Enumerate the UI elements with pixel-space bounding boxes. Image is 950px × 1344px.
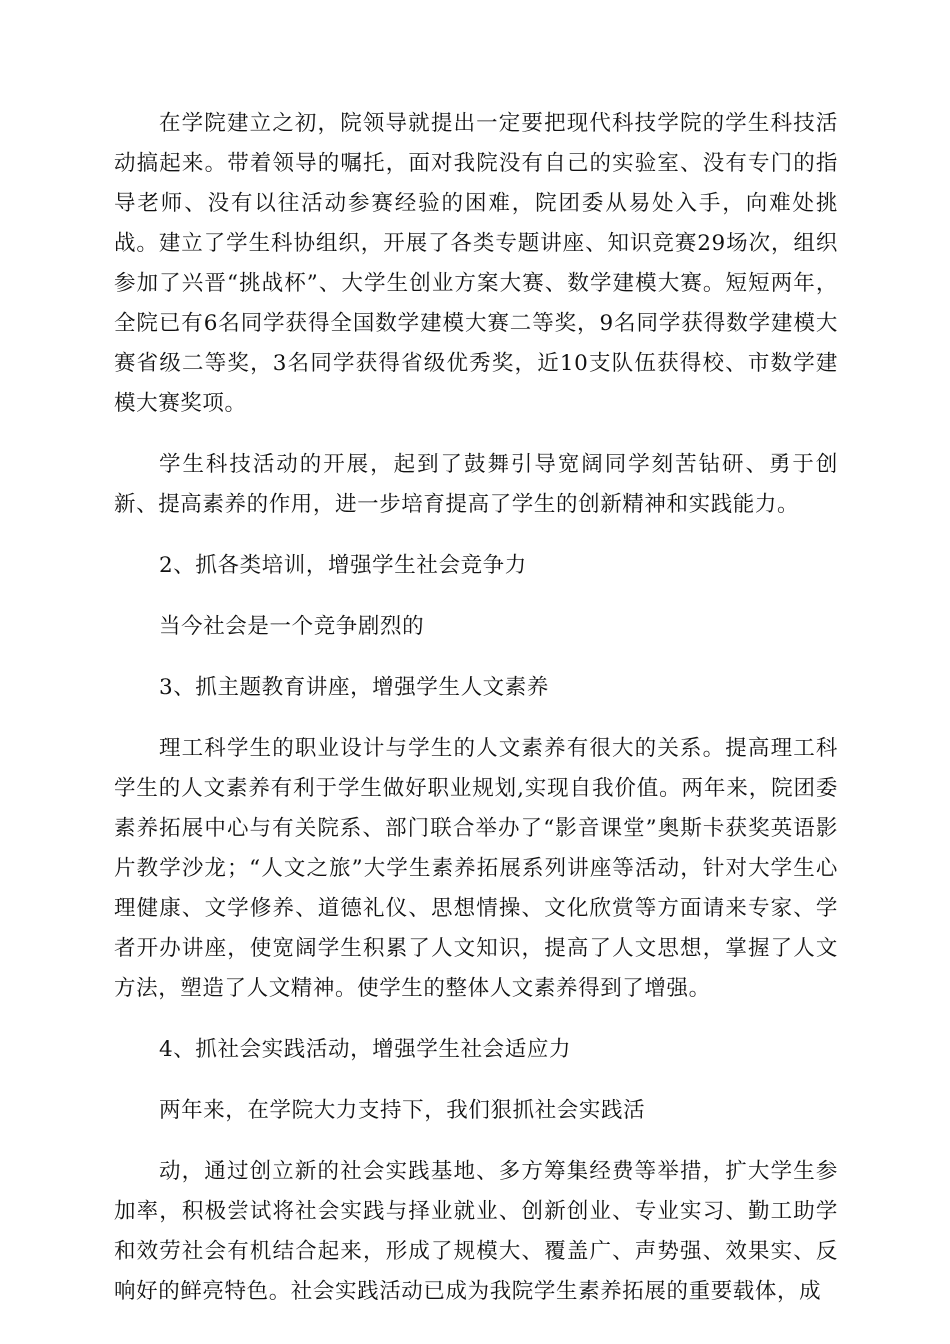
heading-training: 2、抓各类培训，增强学生社会竞争力 — [159, 553, 527, 578]
heading-lectures: 3、抓主题教育讲座，增强学生人文素养 — [159, 675, 549, 700]
paragraph-competition: 当今社会是一个竞争剧烈的 — [159, 614, 425, 639]
paragraph-science-effect: 学生科技活动的开展，起到了鼓舞引导宽阔同学刻苦钻研、勇于创新、提高素养的作用，进一步培育提高了学生的创新精神和实践能力。 — [114, 452, 838, 517]
paragraph-practice-detail: 动，通过创立新的社会实践基地、多方筹集经费等举措，扩大学生参加率，积极尝试将社会实践与择业就业、创新创业、专业实习、勤工助学和效劳社会有机结合起来，形成了规模大、覆盖广、声势强、效果实、反响好的鲜亮特色。社会实践活动已成为我院学生素养拓展的重要载体，成 — [114, 1159, 838, 1304]
paragraph-science-activities: 在学院建立之初，院领导就提出一定要把现代科技学院的学生科技活动搞起来。带着领导的嘱托，面对我院没有自己的实验室、没有专门的指导老师、没有以往活动参赛经验的困难，院团委从易处入手，向难处挑战。建立了学生科协组织，开展了各类专题讲座、知识竞赛29场次，组织参加了兴晋“挑战杯”、大学生创业方案大赛、数学建模大赛。短短两年，全院已有6名同学获得全国数学建模大赛二等奖，9名同学获得数学建模大赛省级二等奖，3名同学获得省级优秀奖，近10支队伍获得校、市数学建模大赛奖项。 — [114, 111, 838, 416]
document-body — [114, 104, 838, 1312]
paragraph-humanities: 理工科学生的职业设计与学生的人文素养有很大的关系。提高理工科学生的人文素养有利于学生做好职业规划,实现自我价值。两年来，院团委素养拓展中心与有关院系、部门联合举办了“影音课堂”奥斯卡获奖英语影片教学沙龙；“人文之旅”大学生素养拓展系列讲座等活动，针对大学生心理健康、文学修养、道德礼仪、思想情操、文化欣赏等方面请来专家、学者开办讲座，使宽阔学生积累了人文知识，提高了人文思想，掌握了人文方法，塑造了人文精神。使学生的整体人文素养得到了增强。 — [114, 736, 838, 1001]
heading-social-practice: 4、抓社会实践活动，增强学生社会适应力 — [159, 1037, 572, 1062]
paragraph-practice-intro: 两年来，在学院大力支持下，我们狠抓社会实践活 — [159, 1098, 646, 1123]
